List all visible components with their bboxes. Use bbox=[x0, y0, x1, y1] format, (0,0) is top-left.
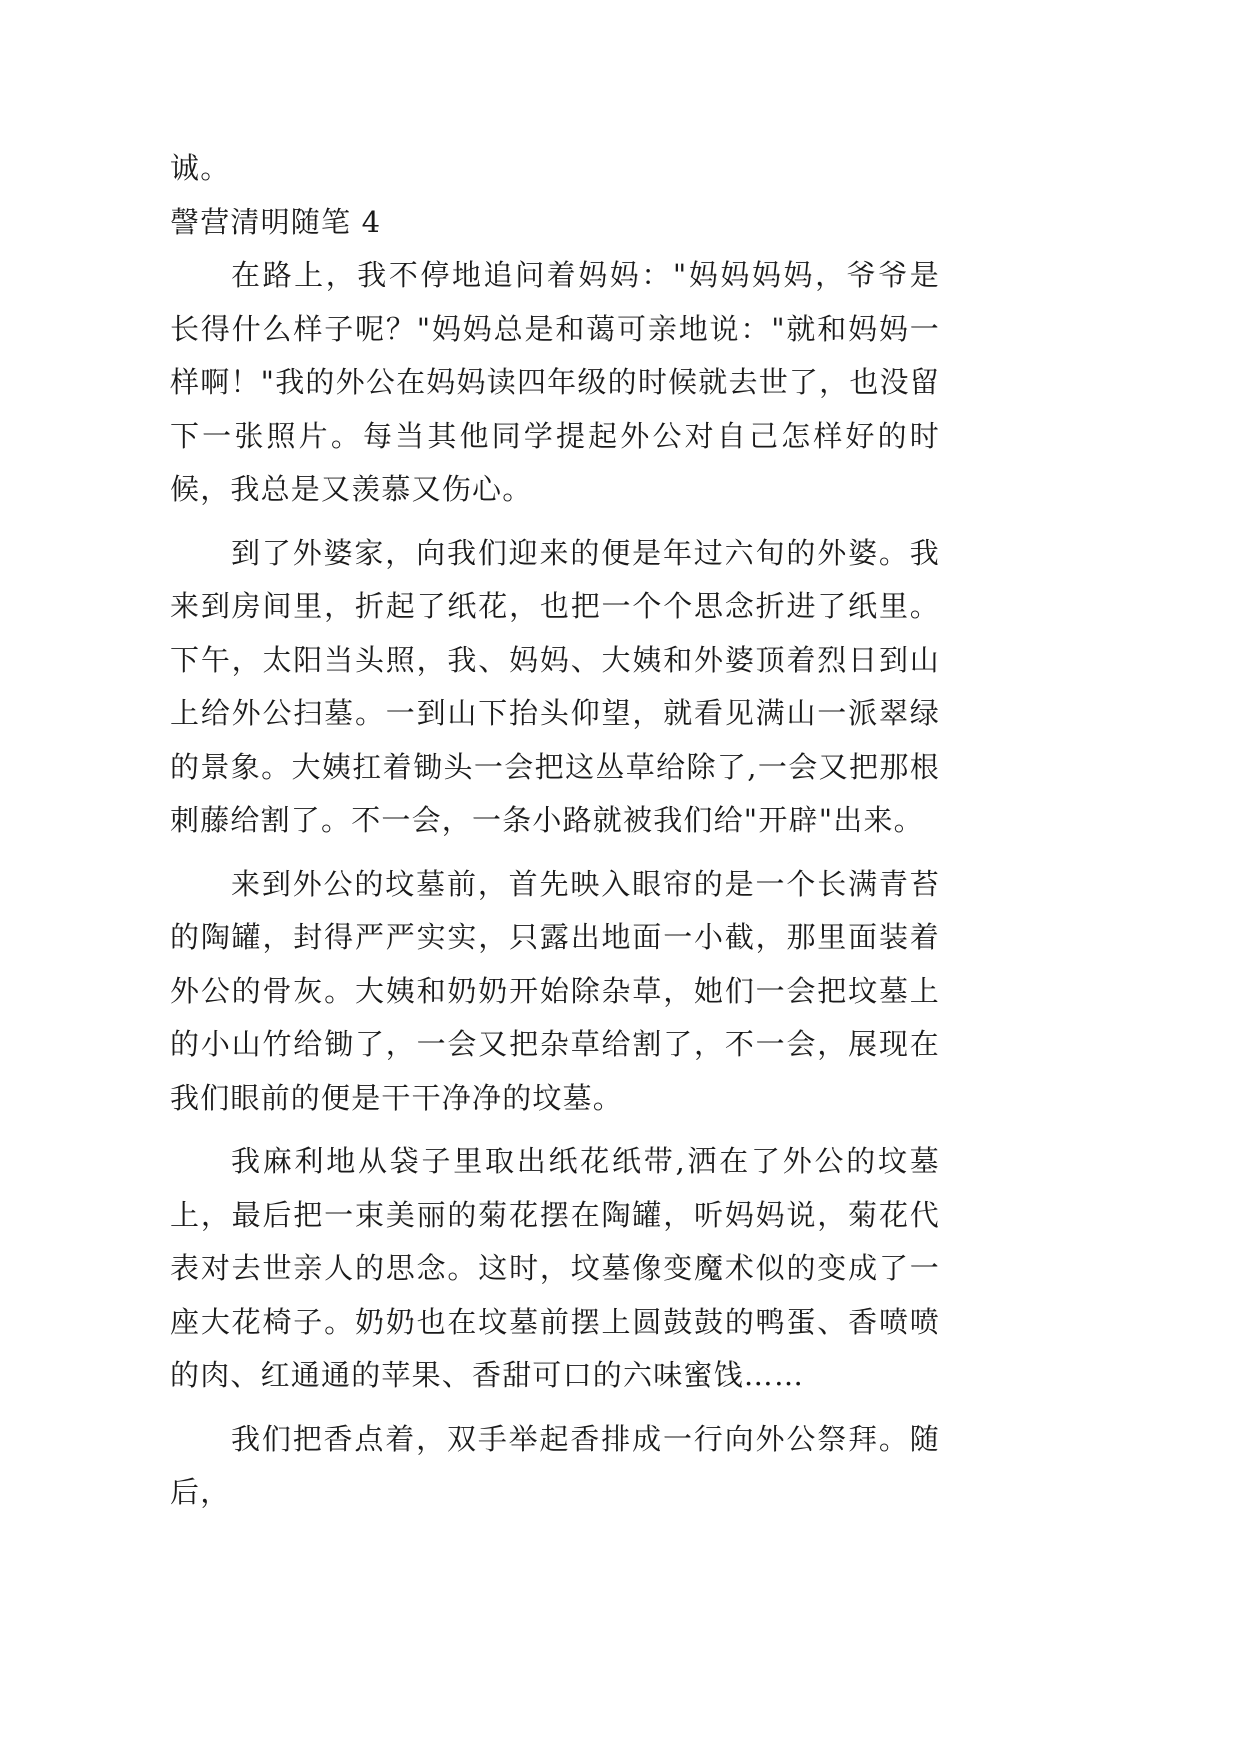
paragraph: 我麻利地从袋子里取出纸花纸带,洒在了外公的坟墓上，最后把一束美丽的菊花摆在陶罐，听妈妈说，菊花代表对去世亲人的思念。这时，坟墓像变魔术似的变成了一座大花椅子。奶奶也在坟墓前摆上圆鼓鼓的鸭蛋、香喷喷的肉、红通通的苹果、香甜可口的六味蜜饯…… bbox=[170, 1144, 940, 1392]
leading-fragment: 诚。 bbox=[170, 151, 231, 185]
document-body bbox=[170, 142, 940, 1520]
section-title: 謦营清明随笔 4 bbox=[170, 204, 382, 239]
paragraph: 在路上，我不停地追问着妈妈："妈妈妈妈，爷爷是长得什么样子呢？"妈妈总是和蔼可亲地说："就和妈妈一样啊！"我的外公在妈妈读四年级的时候就去世了，也没留下一张照片。每当其他同学提起外公对自己怎样好的时候，我总是又羡慕又伤心。 bbox=[170, 258, 940, 506]
paragraph: 到了外婆家，向我们迎来的便是年过六旬的外婆。我来到房间里，折起了纸花，也把一个个思念折进了纸里。下午，太阳当头照，我、妈妈、大姨和外婆顶着烈日到山上给外公扫墓。一到山下抬头仰望，就看见满山一派翠绿的景象。大姨扛着锄头一会把这丛草给除了,一会又把那根刺藤给割了。不一会，一条小路就被我们给"开辟"出来。 bbox=[170, 535, 940, 837]
paragraph: 我们把香点着，双手举起香排成一行向外公祭拜。随后， bbox=[170, 1421, 940, 1509]
paragraph: 来到外公的坟墓前，首先映入眼帘的是一个长满青苔的陶罐，封得严严实实，只露出地面一小截，那里面装着外公的骨灰。大姨和奶奶开始除杂草，她们一会把坟墓上的小山竹给锄了，一会又把杂草给割了，不一会，展现在我们眼前的便是干干净净的坟墓。 bbox=[170, 866, 940, 1115]
